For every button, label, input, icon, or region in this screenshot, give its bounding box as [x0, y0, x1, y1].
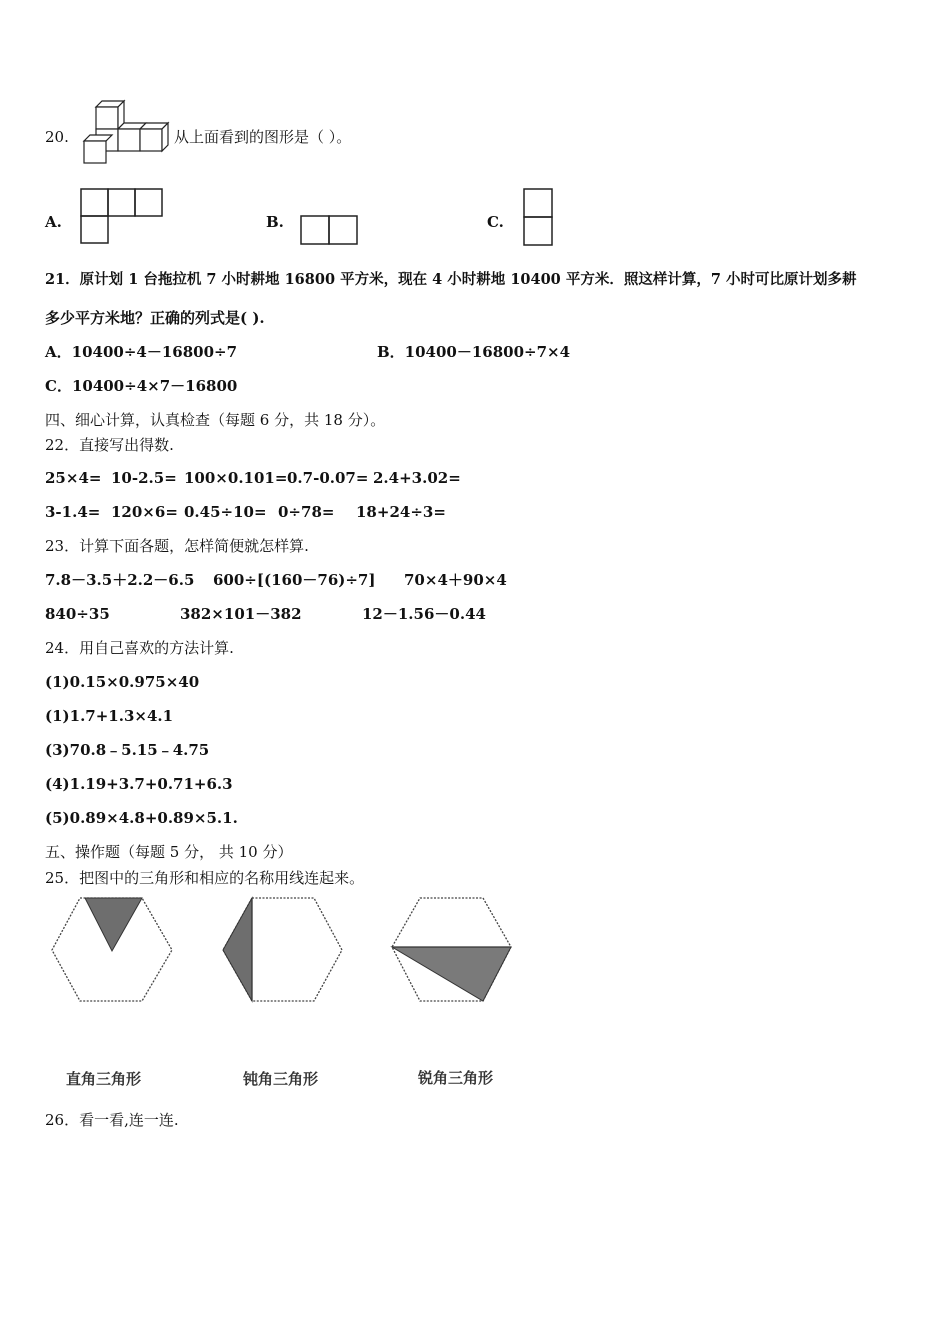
q20-question: 从上面看到的图形是（ ）。	[174, 128, 352, 146]
q25-title: 25．把图中的三角形和相应的名称用线连起来。	[45, 869, 365, 887]
q22-item: 25×4=	[45, 469, 102, 487]
q21-option-c: C．10400÷4×7－16800	[45, 377, 238, 395]
q26-title: 26．看一看,连一连.	[45, 1111, 179, 1129]
q24-item: (1)0.15×0.975×40	[45, 673, 200, 691]
q23-item: 70×4＋90×4	[404, 571, 507, 589]
q22-item: 0÷78=	[278, 503, 335, 521]
q22-item: 0.45÷10=	[184, 503, 267, 521]
option-b-two-squares	[300, 215, 360, 247]
q22-item: 3-1.4=	[45, 503, 101, 521]
q21-line1: 21．原计划 1 台拖拉机 7 小时耕地 16800 平方米，现在 4 小时耕地 10400 平方米．照这样计算，7 小时可比原计划多耕	[45, 271, 857, 288]
hexagon-right-triangle-figure	[50, 895, 175, 1005]
q23-item: 840÷35	[45, 605, 110, 623]
label-acute-triangle: 锐角三角形	[418, 1069, 494, 1087]
q22-item: 0.7-0.07=	[287, 469, 369, 487]
cube-stack-figure	[82, 99, 174, 165]
option-a-l-shape	[80, 188, 166, 246]
q21-option-a: A．10400÷4－16800÷7	[45, 343, 238, 361]
q23-item: 382×101－382	[180, 605, 302, 623]
q21-line2: 多少平方米地？正确的列式是( ).	[45, 309, 265, 327]
q24-item: (1)1.7+1.3×4.1	[45, 707, 174, 725]
q22-item: 10-2.5=	[111, 469, 177, 487]
hexagon-obtuse-triangle-figure	[220, 895, 345, 1005]
section-4-heading: 四、细心计算，认真检查（每题 6 分，共 18 分）。	[45, 411, 386, 429]
q22-title: 22．直接写出得数.	[45, 436, 174, 454]
option-c-vertical-squares	[523, 188, 555, 248]
q20-option-b-label: B.	[266, 213, 284, 231]
label-right-triangle: 直角三角形	[66, 1070, 142, 1088]
q24-item: (5)0.89×4.8+0.89×5.1.	[45, 809, 238, 827]
section-5-heading: 五、操作题（每题 5 分， 共 10 分）	[45, 843, 293, 861]
q24-item: (4)1.19+3.7+0.71+6.3	[45, 775, 233, 793]
q23-item: 12－1.56－0.44	[362, 605, 486, 623]
q22-item: 2.4+3.02=	[373, 469, 461, 487]
label-obtuse-triangle: 钝角三角形	[243, 1070, 319, 1088]
q21-option-b: B．10400－16800÷7×4	[377, 343, 571, 361]
q23-item: 7.8－3.5＋2.2－6.5	[45, 571, 195, 589]
q24-item: (3)70.8﹣5.15﹣4.75	[45, 741, 210, 759]
q22-item: 120×6=	[111, 503, 178, 521]
q23-title: 23．计算下面各题，怎样简便就怎样算.	[45, 537, 309, 555]
q24-title: 24．用自己喜欢的方法计算.	[45, 639, 234, 657]
q20-option-a-label: A.	[45, 213, 62, 231]
q20-option-c-label: C.	[487, 213, 504, 231]
q22-item: 18+24÷3=	[356, 503, 446, 521]
q23-item: 600÷[(160－76)÷7]	[213, 571, 376, 589]
hexagon-acute-triangle-figure	[390, 895, 515, 1005]
q22-item: 100×0.101=	[184, 469, 288, 487]
q20-number: 20.	[45, 128, 69, 146]
